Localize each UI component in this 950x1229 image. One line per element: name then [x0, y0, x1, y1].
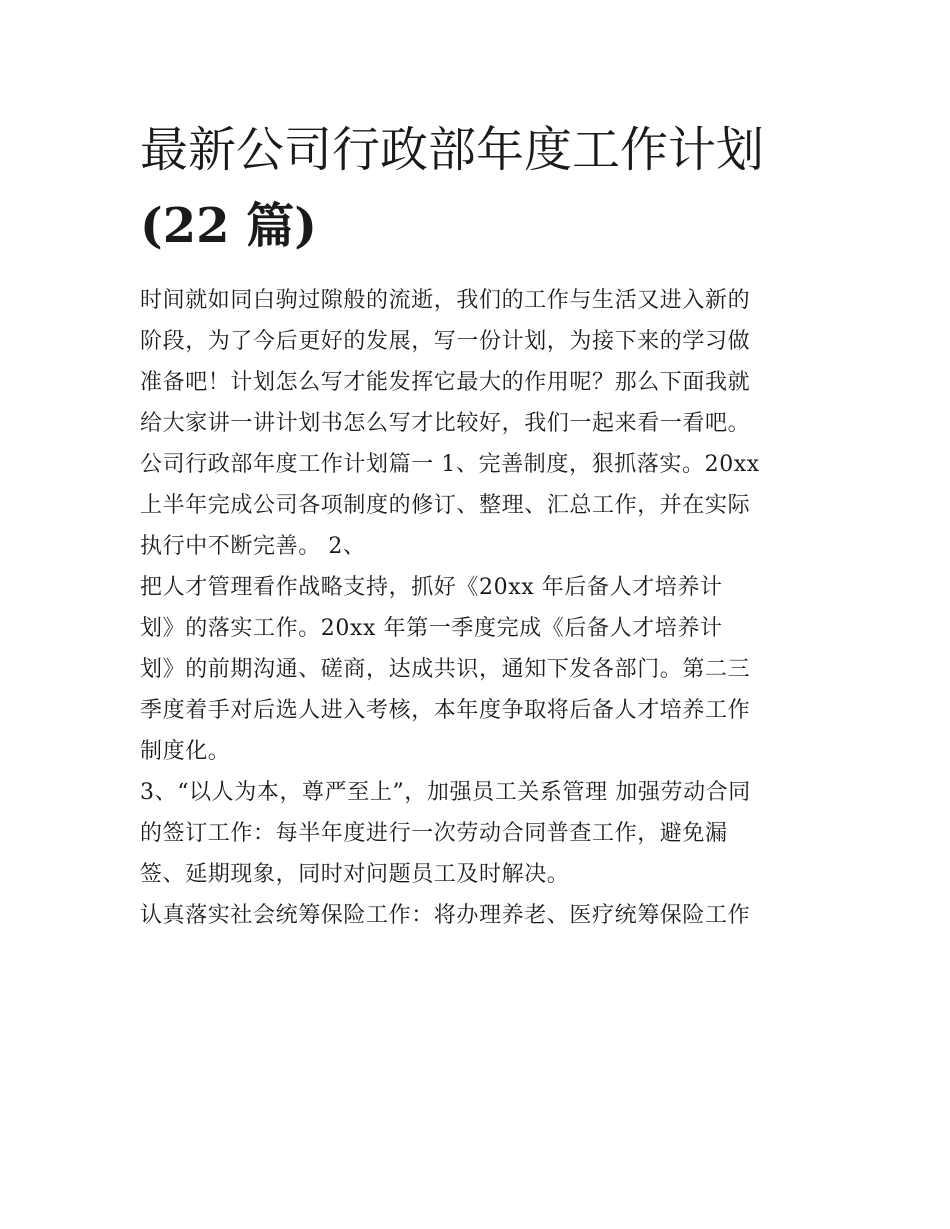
body-line: 时间就如同白驹过隙般的流逝，我们的工作与生活又进入新的 — [140, 288, 751, 313]
body-line: 把人才管理看作战略支持，抓好《20xx 年后备人才培养计 — [140, 575, 723, 600]
title-line-2: (22 篇) — [140, 198, 317, 254]
body-line: 签、延期现象，同时对问题员工及时解决。 — [140, 862, 570, 887]
body-line: 制度化。 — [140, 739, 231, 764]
body-line: 阶段，为了今后更好的发展，写一份计划，为接下来的学习做 — [140, 329, 751, 354]
body-line: 执行中不断完善。 2、 — [140, 534, 366, 559]
document-body — [140, 280, 820, 936]
body-line: 给大家讲一讲计划书怎么写才比较好，我们一起来看一看吧。 — [140, 411, 751, 436]
document-title — [140, 112, 820, 264]
body-line: 上半年完成公司各项制度的修订、整理、汇总工作，并在实际 — [140, 493, 751, 518]
body-line: 的签订工作：每半年度进行一次劳动合同普查工作，避免漏 — [140, 821, 728, 846]
body-line: 公司行政部年度工作计划篇一 1、完善制度，狠抓落实。20xx — [140, 452, 760, 477]
body-line: 认真落实社会统筹保险工作：将办理养老、医疗统筹保险工作 — [140, 903, 751, 928]
body-line: 季度着手对后选人进入考核，本年度争取将后备人才培养工作 — [140, 698, 751, 723]
body-line: 划》的前期沟通、磋商，达成共识，通知下发各部门。第二三 — [140, 657, 751, 682]
body-line: 划》的落实工作。20xx 年第一季度完成《后备人才培养计 — [140, 616, 723, 641]
body-line: 3、“以人为本，尊严至上”，加强员工关系管理 加强劳动合同 — [140, 780, 751, 805]
title-line-1: 最新公司行政部年度工作计划 — [140, 122, 765, 178]
body-line: 准备吧！计划怎么写才能发挥它最大的作用呢？那么下面我就 — [140, 370, 751, 395]
